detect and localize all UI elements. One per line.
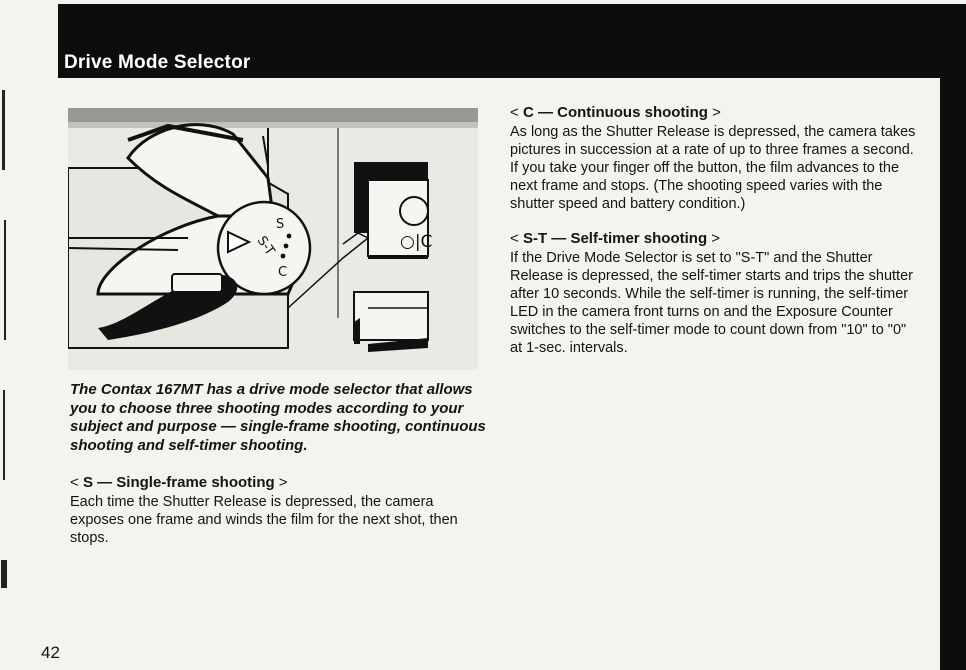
section-continuous	[510, 104, 920, 213]
page-edge-marks	[0, 60, 10, 670]
section-body: As long as the Shutter Release is depressed, the camera takes pictures in succession at a rate of up to three frames a second. If you take your finger off the button, the film advances to the next frame and stops. (The shooting speed varies with the shutter speed and battery condition.)	[510, 124, 916, 212]
section-body: Each time the Shutter Release is depressed, the camera exposes one frame and winds the film for the next shot, then stops.	[70, 494, 458, 546]
section-body: If the Drive Mode Selector is set to "S-T" and the Shutter Release is depressed, the self-timer starts and trips the shutter after 10 seconds. While the self-timer is running, the self-timer LED in the camera front turns on and the Exposure Counter switches to the self-timer mode to count down from "10" to "0" at 1-sec. intervals.	[510, 250, 913, 356]
drive-mode-illustration	[68, 108, 478, 370]
section-heading: < S-T — Self-timer shooting >	[510, 230, 721, 247]
page-title: Drive Mode Selector	[64, 52, 251, 73]
figure-caption: The Contax 167MT has a drive mode selector that allows you to choose three shooting modes according to your subject and purpose — single-frame shooting, continuous shooting and self-timer shooting.	[70, 381, 486, 454]
svg-text:○|C: ○|C	[400, 232, 433, 252]
dial-letter-s: S	[276, 217, 285, 232]
section-single-frame	[70, 474, 470, 547]
section-self-timer	[510, 230, 920, 357]
page-number: 42	[41, 643, 60, 662]
dial-letter-c: C	[278, 265, 288, 280]
dial-letter-st: S-T	[253, 233, 278, 259]
page-edge-right	[940, 78, 966, 670]
section-heading: < S — Single-frame shooting >	[70, 474, 288, 491]
section-heading: < C — Continuous shooting >	[510, 104, 721, 121]
